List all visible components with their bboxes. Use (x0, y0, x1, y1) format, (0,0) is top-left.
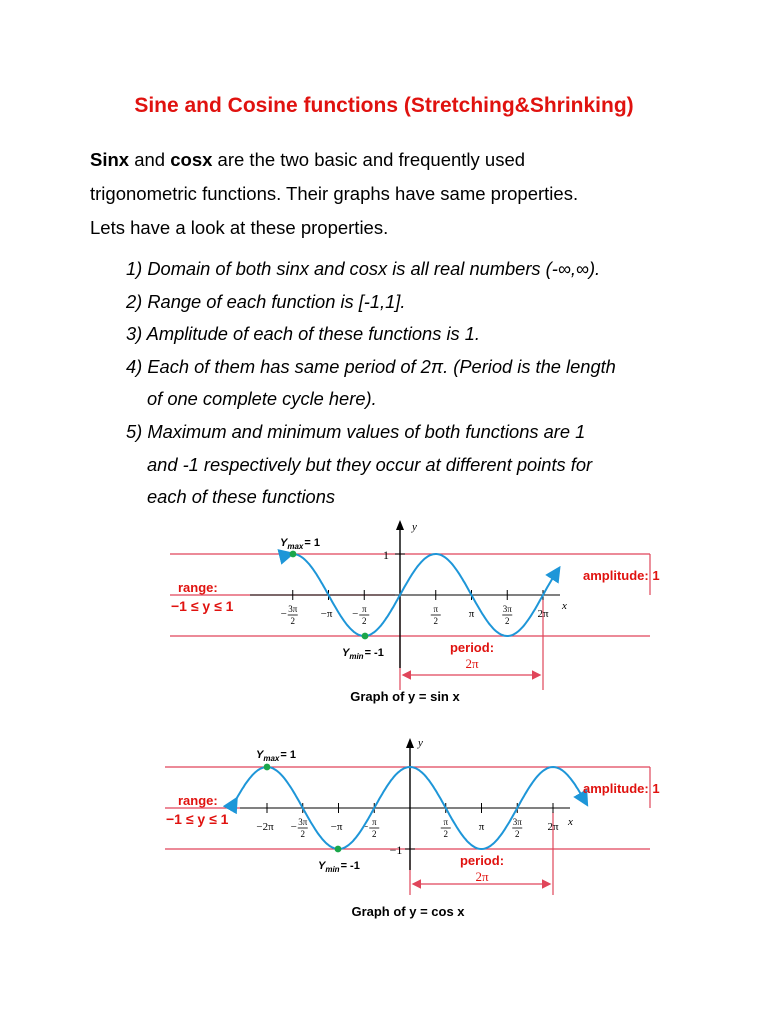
svg-text:π: π (443, 817, 449, 827)
cosine-period-label: period: (459, 853, 505, 868)
cosine-ymin-label: $Y_{min}= -1$ (318, 860, 360, 874)
sine-range-title: range: (178, 580, 218, 595)
cosine-tick-label (512, 817, 522, 839)
svg-text:π: π (433, 604, 439, 614)
sine-amplitude-label: amplitude: 1 (583, 568, 660, 583)
svg-text:2: 2 (362, 616, 367, 626)
svg-text:π: π (361, 604, 367, 614)
svg-text:2: 2 (443, 829, 448, 839)
sine-tick-label (469, 608, 475, 620)
property-5-continued-2: each of these functions (147, 486, 336, 508)
cosine-tick-label (331, 821, 343, 833)
sine-max-point (290, 551, 297, 558)
cosine-tick-label (362, 817, 379, 839)
svg-text:−π: −π (330, 821, 343, 833)
property-3: 3) Amplitude of each of these functions is 1. (126, 323, 480, 345)
property-2: 2) Range of each function is [-1,1]. (126, 290, 406, 312)
cosine-ymax-label: $Y_{max}= 1$ (256, 749, 296, 763)
sine-y-tick-1-label: 1 (383, 548, 389, 562)
svg-text:2: 2 (433, 616, 438, 626)
sine-tick-label (537, 608, 549, 620)
sine-tick-label (352, 604, 369, 626)
property-5-continued: and -1 respectively but they occur at different points for (147, 453, 593, 475)
sine-period-value: 2π (465, 656, 479, 671)
cosine-y-tick-neg1-label: −1 (389, 843, 403, 857)
svg-text:−π: −π (320, 608, 333, 620)
intro-paragraph (90, 143, 730, 245)
cosine-max-point (264, 764, 271, 771)
cosine-tick-label (256, 821, 274, 833)
sine-tick-label (281, 604, 298, 626)
sine-ymin-label: $Y_{min}= -1$ (342, 647, 384, 661)
svg-text:−2π: −2π (256, 821, 274, 833)
sine-y-axis-label: y (412, 521, 417, 533)
sine-x-axis-label: x (562, 600, 567, 612)
cosine-y-axis-label: y (418, 737, 423, 749)
sine-range-expr: −1 ≤ y ≤ 1 (171, 598, 234, 614)
cosine-range-expr: −1 ≤ y ≤ 1 (166, 811, 229, 827)
property-4: 4) Each of them has same period of 2π. (Period is the length (126, 355, 616, 377)
properties-list (126, 253, 726, 514)
svg-text:3π: 3π (298, 817, 308, 827)
cosine-tick-label (547, 821, 559, 833)
property-4-continued: of one complete cycle here). (147, 388, 377, 410)
svg-text:2π: 2π (537, 608, 549, 620)
intro-line-3: Lets have a look at these properties. (90, 217, 389, 238)
cosine-period-value: 2π (475, 869, 489, 884)
sine-tick-label (321, 608, 333, 620)
cosine-tick-label (479, 821, 485, 833)
cosine-min-point (335, 846, 342, 853)
intro-line-1: Sinx and cosx are the two basic and frequently used (90, 149, 526, 170)
cosine-amplitude-label: amplitude: 1 (583, 781, 660, 796)
sine-ymax-label: $Y_{max}= 1$ (280, 537, 320, 551)
svg-text:−: − (362, 821, 369, 833)
svg-text:−: − (352, 608, 359, 620)
sine-min-point (362, 633, 369, 640)
svg-text:3π: 3π (512, 817, 522, 827)
property-1: 1) Domain of both sinx and cosx is all real numbers (-∞,∞). (126, 258, 601, 279)
svg-text:π: π (371, 817, 377, 827)
cosine-graph (0, 730, 768, 930)
svg-text:2: 2 (505, 616, 510, 626)
cosine-range-title: range: (178, 793, 218, 808)
cosine-y-axis-arrow (406, 738, 414, 748)
svg-text:2: 2 (515, 829, 520, 839)
sine-y-axis-arrow (396, 520, 404, 530)
cosine-caption: Graph of y = cos x (351, 904, 465, 919)
sine-tick-label (431, 604, 441, 626)
page-title: Sine and Cosine functions (Stretching&Shrinking) (134, 94, 634, 117)
cosine-tick-label (441, 817, 451, 839)
svg-text:3π: 3π (288, 604, 298, 614)
intro-line-2: trigonometric functions. Their graphs have same properties. (90, 183, 579, 204)
svg-text:2: 2 (300, 829, 305, 839)
sine-tick-label (502, 604, 512, 626)
sine-caption: Graph of y = sin x (350, 689, 460, 704)
svg-text:2π: 2π (547, 821, 559, 833)
svg-text:3π: 3π (502, 604, 512, 614)
svg-text:2: 2 (290, 616, 295, 626)
sine-period-label: period: (449, 640, 495, 655)
cosine-tick-label (291, 817, 308, 839)
svg-text:π: π (478, 821, 485, 833)
cosine-x-axis-label: x (568, 816, 573, 828)
svg-text:−: − (280, 608, 287, 620)
svg-text:2: 2 (372, 829, 377, 839)
sine-graph (0, 515, 768, 715)
svg-text:−: − (290, 821, 297, 833)
property-5: 5) Maximum and minimum values of both functions are 1 (126, 420, 586, 442)
svg-text:π: π (468, 608, 475, 620)
